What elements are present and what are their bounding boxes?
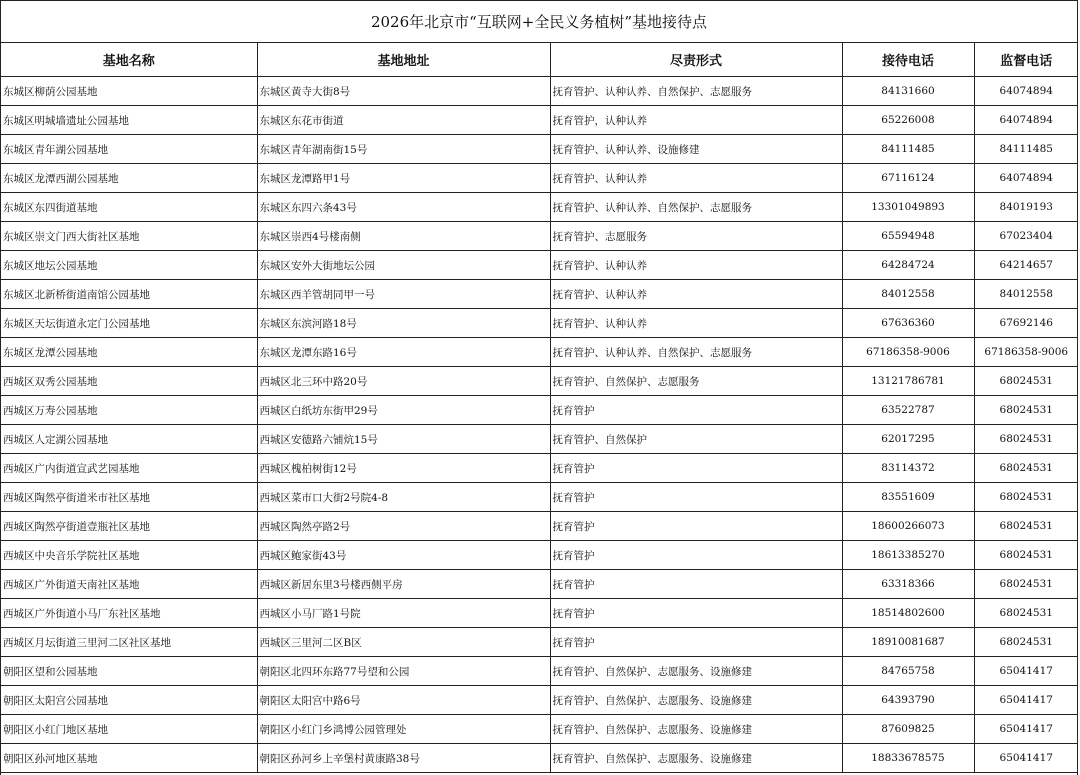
cell-reception-phone: 84765758 [842, 657, 974, 686]
cell-base-name: 西城区陶然亭街道米市社区基地 [1, 483, 257, 512]
cell-base-name: 东城区柳荫公园基地 [1, 77, 257, 106]
cell-base-address: 西城区三里河二区B区 [257, 628, 550, 657]
cell-reception-phone: 64284724 [842, 251, 974, 280]
cell-reception-phone: 64393790 [842, 686, 974, 715]
cell-base-name: 西城区广外街道小马厂东社区基地 [1, 599, 257, 628]
header-duty-form: 尽责形式 [550, 43, 842, 77]
cell-reception-phone: 62017295 [842, 425, 974, 454]
cell-base-address: 西城区白纸坊东街甲29号 [257, 396, 550, 425]
table-row [1, 454, 1078, 483]
cell-supervision-phone: 67186358-9006 [974, 338, 1078, 367]
table-body [1, 77, 1078, 773]
cell-supervision-phone: 65041417 [974, 686, 1078, 715]
table-row [1, 106, 1078, 135]
cell-reception-phone: 63318366 [842, 570, 974, 599]
cell-base-address: 东城区黄寺大街8号 [257, 77, 550, 106]
cell-base-name: 西城区人定湖公园基地 [1, 425, 257, 454]
cell-supervision-phone: 68024531 [974, 628, 1078, 657]
cell-duty-form: 抚育管护 [550, 541, 842, 570]
cell-supervision-phone: 67023404 [974, 222, 1078, 251]
cell-base-address: 朝阳区太阳宫中路6号 [257, 686, 550, 715]
cell-base-address: 东城区东花市街道 [257, 106, 550, 135]
header-base-name: 基地名称 [1, 43, 257, 77]
cell-duty-form: 抚育管护 [550, 570, 842, 599]
cell-base-name: 东城区天坛街道永定门公园基地 [1, 309, 257, 338]
table-row [1, 686, 1078, 715]
cell-duty-form: 抚育管护、自然保护、志愿服务、设施修建 [550, 744, 842, 773]
cell-duty-form: 抚育管护、认种认养、自然保护、志愿服务 [550, 193, 842, 222]
cell-base-address: 朝阳区北四环东路77号望和公园 [257, 657, 550, 686]
cell-reception-phone: 84111485 [842, 135, 974, 164]
table-row [1, 512, 1078, 541]
cell-reception-phone: 83551609 [842, 483, 974, 512]
cell-supervision-phone: 64074894 [974, 77, 1078, 106]
cell-duty-form: 抚育管护、自然保护、志愿服务、设施修建 [550, 686, 842, 715]
table-row [1, 715, 1078, 744]
table-row [1, 193, 1078, 222]
cell-supervision-phone: 68024531 [974, 483, 1078, 512]
cell-reception-phone: 18600266073 [842, 512, 974, 541]
table-row [1, 744, 1078, 773]
cell-supervision-phone: 65041417 [974, 657, 1078, 686]
table-row [1, 396, 1078, 425]
cell-supervision-phone: 64074894 [974, 106, 1078, 135]
table-row [1, 309, 1078, 338]
cell-base-address: 西城区北三环中路20号 [257, 367, 550, 396]
cell-duty-form: 抚育管护、志愿服务 [550, 222, 842, 251]
cell-duty-form: 抚育管护、认种认养、设施修建 [550, 135, 842, 164]
cell-duty-form: 抚育管护、自然保护 [550, 425, 842, 454]
cell-base-name: 西城区广外街道天南社区基地 [1, 570, 257, 599]
cell-base-name: 西城区陶然亭街道壹瓶社区基地 [1, 512, 257, 541]
cell-base-address: 东城区西羊管胡同甲一号 [257, 280, 550, 309]
cell-base-address: 西城区小马厂路1号院 [257, 599, 550, 628]
table-row [1, 338, 1078, 367]
table-row [1, 251, 1078, 280]
cell-duty-form: 抚育管护、认种认养、自然保护、志愿服务 [550, 77, 842, 106]
cell-supervision-phone: 67692146 [974, 309, 1078, 338]
cell-duty-form: 抚育管护、自然保护、志愿服务 [550, 367, 842, 396]
cell-reception-phone: 63522787 [842, 396, 974, 425]
table-row [1, 628, 1078, 657]
cell-base-name: 东城区龙潭西湖公园基地 [1, 164, 257, 193]
cell-supervision-phone: 68024531 [974, 454, 1078, 483]
cell-supervision-phone: 68024531 [974, 570, 1078, 599]
cell-reception-phone: 13121786781 [842, 367, 974, 396]
cell-supervision-phone: 84012558 [974, 280, 1078, 309]
cell-base-name: 东城区崇文门西大街社区基地 [1, 222, 257, 251]
cell-reception-phone: 18514802600 [842, 599, 974, 628]
cell-duty-form: 抚育管护、自然保护、志愿服务、设施修建 [550, 715, 842, 744]
cell-base-name: 朝阳区望和公园基地 [1, 657, 257, 686]
cell-base-name: 东城区东四街道基地 [1, 193, 257, 222]
cell-base-name: 西城区广内街道宣武艺园基地 [1, 454, 257, 483]
table-row [1, 222, 1078, 251]
cell-supervision-phone: 64074894 [974, 164, 1078, 193]
cell-base-address: 西城区安德路六铺炕15号 [257, 425, 550, 454]
cell-base-address: 东城区龙潭路甲1号 [257, 164, 550, 193]
cell-duty-form: 抚育管护、认种认养 [550, 309, 842, 338]
cell-reception-phone: 18833678575 [842, 744, 974, 773]
cell-supervision-phone: 65041417 [974, 744, 1078, 773]
cell-supervision-phone: 68024531 [974, 541, 1078, 570]
cell-base-address: 西城区新居东里3号楼西侧平房 [257, 570, 550, 599]
cell-base-name: 西城区万寿公园基地 [1, 396, 257, 425]
table-row [1, 599, 1078, 628]
table-row [1, 657, 1078, 686]
cell-duty-form: 抚育管护，认种认养 [550, 106, 842, 135]
cell-supervision-phone: 68024531 [974, 512, 1078, 541]
table-row [1, 541, 1078, 570]
cell-base-name: 东城区北新桥街道南馆公园基地 [1, 280, 257, 309]
cell-supervision-phone: 68024531 [974, 367, 1078, 396]
cell-base-name: 西城区双秀公园基地 [1, 367, 257, 396]
cell-reception-phone: 67636360 [842, 309, 974, 338]
cell-base-name: 东城区明城墙遗址公园基地 [1, 106, 257, 135]
table-row [1, 164, 1078, 193]
cell-base-address: 东城区崇西4号楼南侧 [257, 222, 550, 251]
cell-duty-form: 抚育管护 [550, 512, 842, 541]
table-row [1, 483, 1078, 512]
cell-supervision-phone: 68024531 [974, 599, 1078, 628]
cell-supervision-phone: 65041417 [974, 715, 1078, 744]
cell-reception-phone: 67116124 [842, 164, 974, 193]
cell-supervision-phone: 68024531 [974, 425, 1078, 454]
cell-base-name: 西城区中央音乐学院社区基地 [1, 541, 257, 570]
cell-base-address: 东城区青年湖南街15号 [257, 135, 550, 164]
cell-reception-phone: 83114372 [842, 454, 974, 483]
cell-reception-phone: 65594948 [842, 222, 974, 251]
cell-reception-phone: 13301049893 [842, 193, 974, 222]
table-row [1, 570, 1078, 599]
base-table [1, 43, 1078, 773]
cell-base-address: 朝阳区孙河乡上辛堡村黄康路38号 [257, 744, 550, 773]
table-row [1, 135, 1078, 164]
table-row [1, 280, 1078, 309]
cell-supervision-phone: 64214657 [974, 251, 1078, 280]
cell-duty-form: 抚育管护、认种认养 [550, 164, 842, 193]
cell-base-name: 朝阳区孙河地区基地 [1, 744, 257, 773]
cell-base-name: 东城区龙潭公园基地 [1, 338, 257, 367]
table-row [1, 367, 1078, 396]
cell-base-address: 东城区龙潭东路16号 [257, 338, 550, 367]
cell-reception-phone: 87609825 [842, 715, 974, 744]
cell-duty-form: 抚育管护、自然保护、志愿服务、设施修建 [550, 657, 842, 686]
cell-reception-phone: 84012558 [842, 280, 974, 309]
cell-base-address: 东城区东滨河路18号 [257, 309, 550, 338]
cell-base-address: 西城区陶然亭路2号 [257, 512, 550, 541]
cell-base-address: 东城区安外大街地坛公园 [257, 251, 550, 280]
cell-supervision-phone: 84111485 [974, 135, 1078, 164]
cell-supervision-phone: 68024531 [974, 396, 1078, 425]
cell-reception-phone: 65226008 [842, 106, 974, 135]
cell-base-address: 朝阳区小红门乡鸿博公园管理处 [257, 715, 550, 744]
cell-duty-form: 抚育管护 [550, 599, 842, 628]
cell-base-address: 西城区槐柏树街12号 [257, 454, 550, 483]
cell-base-name: 西城区月坛街道三里河二区社区基地 [1, 628, 257, 657]
table-row [1, 77, 1078, 106]
header-reception-phone: 接待电话 [842, 43, 974, 77]
cell-base-name: 东城区地坛公园基地 [1, 251, 257, 280]
cell-duty-form: 抚育管护、认种认养、自然保护、志愿服务 [550, 338, 842, 367]
cell-base-name: 朝阳区太阳宫公园基地 [1, 686, 257, 715]
cell-duty-form: 抚育管护、认种认养 [550, 251, 842, 280]
cell-duty-form: 抚育管护、认种认养 [550, 280, 842, 309]
table-row [1, 425, 1078, 454]
cell-base-address: 西城区菜市口大街2号院4-8 [257, 483, 550, 512]
cell-base-address: 东城区东四六条43号 [257, 193, 550, 222]
cell-duty-form: 抚育管护 [550, 483, 842, 512]
cell-reception-phone: 84131660 [842, 77, 974, 106]
cell-duty-form: 抚育管护 [550, 454, 842, 483]
cell-reception-phone: 67186358-9006 [842, 338, 974, 367]
header-row [1, 43, 1078, 77]
cell-duty-form: 抚育管护 [550, 396, 842, 425]
page-title: 2026年北京市“互联网+全民义务植树”基地接待点 [1, 1, 1077, 43]
cell-reception-phone: 18910081687 [842, 628, 974, 657]
cell-base-name: 东城区青年湖公园基地 [1, 135, 257, 164]
cell-reception-phone: 18613385270 [842, 541, 974, 570]
header-base-address: 基地地址 [257, 43, 550, 77]
header-supervision-phone: 监督电话 [974, 43, 1078, 77]
cell-base-name: 朝阳区小红门地区基地 [1, 715, 257, 744]
cell-base-address: 西城区鲍家街43号 [257, 541, 550, 570]
cell-supervision-phone: 84019193 [974, 193, 1078, 222]
cell-duty-form: 抚育管护 [550, 628, 842, 657]
